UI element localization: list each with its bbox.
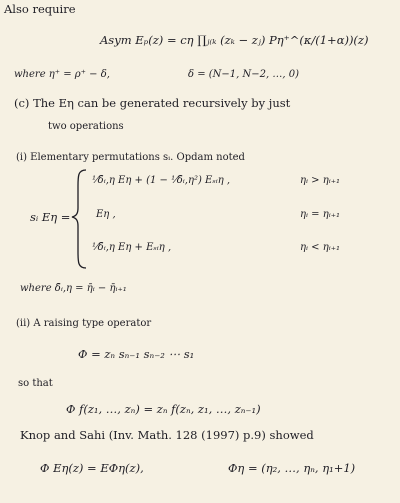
so-that: so that bbox=[18, 378, 53, 389]
phi-eta-definition: Φη = (η₂, …, ηₙ, η₁+1) bbox=[228, 461, 356, 475]
delta-definition: δ = (N−1, N−2, …, 0) bbox=[188, 69, 299, 80]
case-2-condition: ηᵢ = ηᵢ₊₁ bbox=[300, 209, 341, 220]
case-1-condition: ηᵢ > ηᵢ₊₁ bbox=[300, 175, 341, 186]
asym-equation: Asym Eₚ(z) = cη ∏ⱼ₍ₖ (zₖ − zⱼ) Pη⁺^(κ/(1+α))(z) bbox=[100, 33, 369, 47]
item-ii-heading: (ii) A raising type operator bbox=[16, 318, 152, 329]
final-equation: Φ Eη(z) = EΦη(z), bbox=[40, 461, 144, 475]
case-3-condition: ηᵢ < ηᵢ₊₁ bbox=[300, 242, 341, 253]
si-e-eta-lhs: sᵢ Eη = bbox=[30, 210, 71, 224]
case-1-expression: ¹⁄δ̄ᵢ,η Eη + (1 − ¹⁄δ̄ᵢ,η²) Eₛᵢη , bbox=[92, 175, 231, 186]
knop-sahi-line: Knop and Sahi (Inv. Math. 128 (1997) p.9) showed bbox=[20, 428, 314, 442]
where-eta-plus: where η⁺ = ρ⁺ − δ, bbox=[14, 69, 110, 80]
where-delta-bar: where δ̄ᵢ,η = η̄ᵢ − η̄ᵢ₊₁ bbox=[20, 283, 127, 294]
phi-definition: Φ = zₙ sₙ₋₁ sₙ₋₂ ⋯ s₁ bbox=[78, 347, 195, 361]
part-c-line-2: two operations bbox=[48, 121, 124, 132]
part-c-line-1: (c) The Eη can be generated recursively by just bbox=[14, 96, 291, 110]
heading-also-require: Also require bbox=[4, 2, 76, 16]
phi-action-equation: Φ f(z₁, …, zₙ) = zₙ f(zₙ, z₁, …, zₙ₋₁) bbox=[66, 402, 261, 416]
item-i-heading: (i) Elementary permutations sᵢ. Opdam noted bbox=[16, 152, 245, 163]
case-3-expression: ¹⁄δ̄ᵢ,η Eη + Eₛᵢη , bbox=[92, 242, 172, 253]
case-2-expression: Eη , bbox=[96, 209, 116, 220]
